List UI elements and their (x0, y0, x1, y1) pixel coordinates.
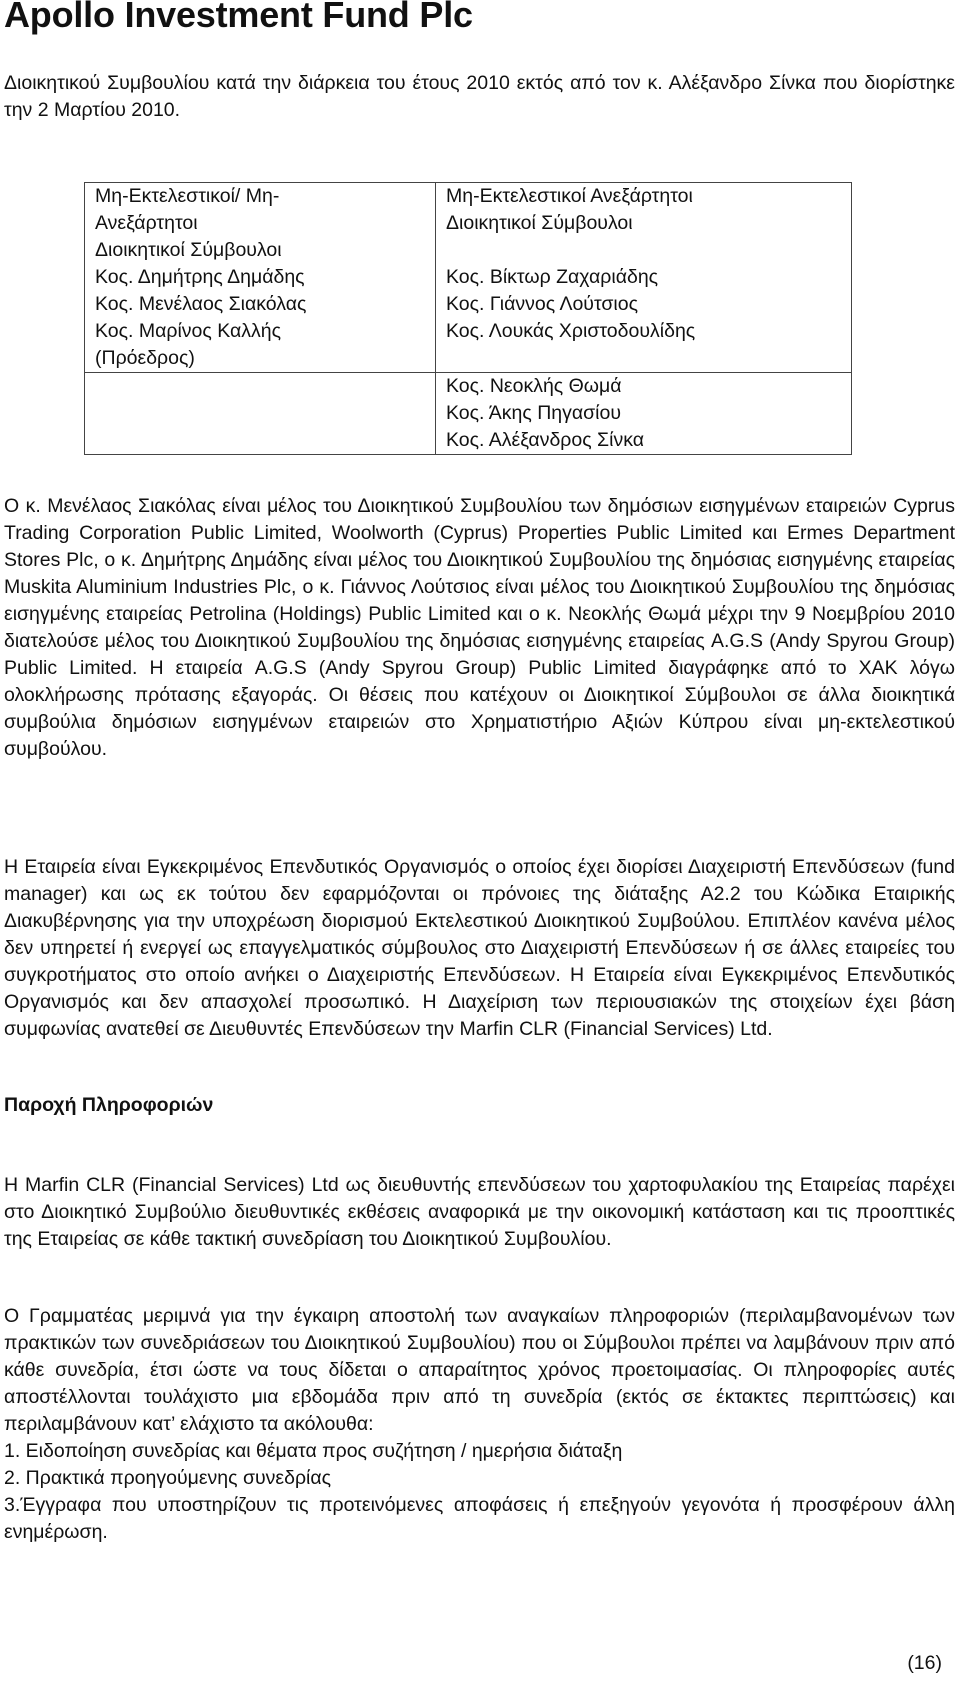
director-name: Κος. Μαρίνος Καλλής (95, 320, 281, 342)
director-name: Κος. Βίκτωρ Ζαχαριάδης (446, 266, 659, 288)
col2-header-line: Μη-Εκτελεστικοί Ανεξάρτητοι (446, 185, 693, 207)
page-number: (16) (907, 1652, 942, 1674)
list-item: 3.Έγγραφα που υποστηρίζουν τις προτεινόμενες αποφάσεις ή επεξηγούν γεγονότα ή προσφέρουν άλλη ενημέρωση. (4, 1494, 955, 1543)
secretary-paragraph: Ο Γραμματέας μεριμνά για την έγκαιρη αποστολή των αναγκαίων πληροφοριών (περιλαμβανομένων των πρακτικών των συνεδριάσεων του Διοικητικού Συμβουλίου) που οι Σύμβουλοι πρέπει να λαμβάνουν πριν από κάθε συνεδρία, έτσι ώστε να τους δίδεται ο απαραίτητος χρόνος προετοιμασίας. Οι πληροφορίες αυτές αποστέλλονται τουλάχιστο μια εβδομάδα πριν από τη συνεδρία (εκτός σε έκτακτες περιπτώσεις) και περιλαμβάνουν κατ’ ελάχιστο τα ακόλουθα: (4, 1305, 955, 1435)
requirements-list (4, 1438, 955, 1546)
independent-directors-cell (436, 183, 852, 373)
director-name: Κος. Λουκάς Χριστοδουλίδης (446, 320, 696, 342)
director-name: Κος. Δημήτρης Δημάδης (95, 266, 305, 288)
intro-paragraph: Διοικητικού Συμβουλίου κατά την διάρκεια του έτους 2010 εκτός από τον κ. Αλέξανδρο Σίνκα που διορίστηκε την 2 Μαρτίου 2010. (4, 72, 955, 121)
secretary-section (4, 1303, 955, 1546)
empty-cell (85, 373, 436, 455)
col1-header-line: Διοικητικοί Σύμβουλοι (95, 239, 282, 261)
section-heading: Παροχή Πληροφοριών (4, 1094, 214, 1116)
non-independent-directors-cell (85, 183, 436, 373)
independent-directors-cell-continued (436, 373, 852, 455)
col2-header-line: Διοικητικοί Σύμβουλοι (446, 212, 633, 234)
directorships-paragraph: Ο κ. Μενέλαος Σιακόλας είναι μέλος του Διοικητικού Συμβουλίου των δημόσιων εισηγμένων εταιρειών Cyprus Trading Corporation Public Limited, Woolworth (Cyprus) Properties Public Limited και Ermes Department Stores Plc, ο κ. Δημήτρης Δημάδης είναι μέλος του Διοικητικού Συμβουλίου της δημόσιας εισηγμένης εταιρείας Muskita Aluminium Industries Plc, ο κ. Γιάννος Λούτσιος είναι μέλος του Διοικητικού Συμβουλίου της δημόσιας εισηγμένης εταιρείας Petrolina (Holdings) Public Limited και ο κ. Νεοκλής Θωμά μέχρι την 9 Νοεμβρίου 2010 διατελούσε μέλος του Διοικητικού Συμβουλίου της δημόσιας εισηγμένης εταιρείας A.G.S (Andy Spyrou Group) Public Limited. Η εταιρεία A.G.S (Andy Spyrou Group) Public Limited διαγράφηκε από το ΧΑΚ λόγω ολοκλήρωσης πρότασης εξαγοράς. Οι θέσεις που κατέχουν οι Διοικητικοί Σύμβουλοι σε άλλα διοικητικά συμβούλια δημόσιων εισηγμένων εταιρειών στο Χρηματιστήριο Αξιών Κύπρου είναι μη-εκτελεστικού συμβούλου. (4, 495, 955, 760)
table-row (85, 373, 852, 455)
director-role: (Πρόεδρος) (95, 347, 195, 369)
director-name: Κος. Νεοκλής Θωμά (446, 375, 622, 397)
col1-header-line: Μη-Εκτελεστικοί/ Μη- (95, 185, 280, 207)
director-name: Κος. Γιάννος Λούτσιος (446, 293, 639, 315)
information-paragraph: Η Marfin CLR (Financial Services) Ltd ως διευθυντής επενδύσεων του χαρτοφυλακίου της Εταιρείας παρέχει στο Διοικητικό Συμβούλιο διευθυντικές εκθέσεις αναφορικά με την οικονομική κατάσταση και τις προοπτικές της Εταιρείας σε κάθε τακτική συνεδρίαση του Διοικητικού Συμβουλίου. (4, 1174, 955, 1250)
director-name: Κος. Άκης Πηγασίου (446, 402, 622, 424)
document-title: Apollo Investment Fund Plc (4, 0, 473, 35)
director-name: Κος. Μενέλαος Σιακόλας (95, 293, 307, 315)
list-item: 1. Ειδοποίηση συνεδρίας και θέματα προς συζήτηση / ημερήσια διάταξη (4, 1440, 623, 1462)
col1-header-line: Ανεξάρτητοι (95, 212, 198, 234)
fund-manager-paragraph: Η Εταιρεία είναι Εγκεκριμένος Επενδυτικός Οργανισμός ο οποίος έχει διορίσει Διαχειριστή Επενδύσεων (fund manager) και ως εκ τούτου δεν εφαρμόζονται οι πρόνοιες της διάταξης Α2.2 του Κώδικα Εταιρικής Διακυβέρνησης για την υποχρέωση διορισμού Εκτελεστικού Διοικητικού Συμβούλου. Επιπλέον κανένα μέλος δεν υπηρετεί ή ενεργεί ως επαγγελματικός σύμβουλος στο Διαχειριστή Επενδύσεων ή σε άλλες εταιρείες του συγκροτήματος στο οποίο ανήκει ο Διαχειριστής Επενδύσεων. Η Εταιρεία είναι Εγκεκριμένος Επενδυτικός Οργανισμός και δεν απασχολεί προσωπικό. Η Διαχείριση των περιουσιακών της στοιχείων έχει βάση συμφωνίας ανατεθεί σε Διευθυντές Επενδύσεων την Marfin CLR (Financial Services) Ltd. (4, 856, 955, 1040)
directors-table (84, 182, 852, 455)
list-item: 2. Πρακτικά προηγούμενης συνεδρίας (4, 1467, 332, 1489)
table-row (85, 183, 852, 373)
director-name: Κος. Αλέξανδρος Σίνκα (446, 429, 644, 451)
